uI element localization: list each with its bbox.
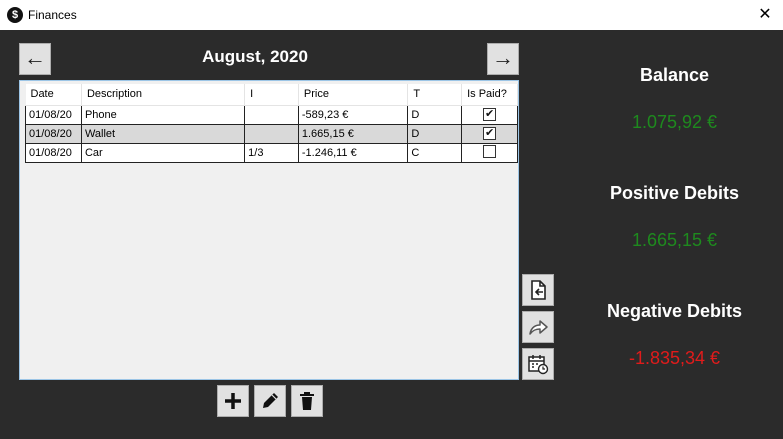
cell-type: D	[408, 124, 462, 143]
cell-price: -589,23 €	[298, 105, 408, 124]
paid-checkbox[interactable]	[483, 145, 496, 158]
cell-installment	[245, 105, 299, 124]
paid-checkbox[interactable]: ✔	[484, 108, 495, 120]
positive-debits-label: Positive Debits	[609, 183, 740, 203]
import-file-button[interactable]	[522, 274, 554, 306]
cell-price: 1.665,15 €	[298, 124, 408, 143]
next-month-button[interactable]: →	[487, 43, 519, 75]
column-header-type[interactable]: T	[408, 84, 462, 105]
table-row[interactable]	[26, 124, 518, 143]
column-header-date[interactable]: Date	[26, 84, 82, 105]
schedule-button[interactable]	[522, 348, 554, 380]
column-header-installment[interactable]: I	[245, 84, 299, 105]
share-button[interactable]	[522, 311, 554, 343]
cell-date: 01/08/20	[26, 124, 82, 143]
negative-debits-label: Negative Debits	[606, 301, 743, 321]
cell-price: -1.246,11 €	[298, 143, 408, 162]
window-title: Finances	[28, 8, 77, 22]
edit-button[interactable]	[254, 385, 286, 417]
import-file-icon	[527, 279, 549, 301]
transactions-grid[interactable]	[19, 80, 519, 380]
balance-value: 1.075,92 €	[631, 112, 718, 132]
month-label: August, 2020	[202, 47, 308, 66]
plus-icon	[222, 390, 244, 412]
calendar-clock-icon	[527, 353, 549, 375]
positive-debits-value: 1.665,15 €	[631, 230, 718, 250]
table-header-row	[26, 84, 518, 105]
previous-month-button[interactable]: ←	[19, 43, 51, 75]
share-arrow-icon	[527, 316, 549, 338]
negative-debits-value: -1.835,34 €	[628, 348, 721, 368]
cell-description: Wallet	[81, 124, 244, 143]
cell-paid	[462, 124, 518, 143]
cell-installment: 1/3	[245, 143, 299, 162]
column-header-paid[interactable]: Is Paid?	[462, 84, 518, 105]
cell-paid	[462, 143, 518, 162]
cell-installment	[245, 124, 299, 143]
cell-paid	[462, 105, 518, 124]
cell-date: 01/08/20	[26, 105, 82, 124]
trash-icon	[296, 390, 318, 412]
title-bar	[0, 0, 783, 30]
pencil-icon	[259, 390, 281, 412]
column-header-price[interactable]: Price	[298, 84, 408, 105]
dollar-icon: $	[7, 7, 23, 23]
cell-description: Car	[81, 143, 244, 162]
cell-date: 01/08/20	[26, 143, 82, 162]
paid-checkbox[interactable]: ✔	[484, 127, 495, 139]
cell-type: D	[408, 105, 462, 124]
add-button[interactable]	[217, 385, 249, 417]
transactions-table	[25, 84, 518, 163]
delete-button[interactable]	[291, 385, 323, 417]
column-header-description[interactable]: Description	[81, 84, 244, 105]
table-row[interactable]	[26, 143, 518, 162]
table-row[interactable]	[26, 105, 518, 124]
cell-type: C	[408, 143, 462, 162]
balance-label: Balance	[639, 65, 710, 85]
cell-description: Phone	[81, 105, 244, 124]
close-button[interactable]: ✕	[758, 6, 772, 23]
